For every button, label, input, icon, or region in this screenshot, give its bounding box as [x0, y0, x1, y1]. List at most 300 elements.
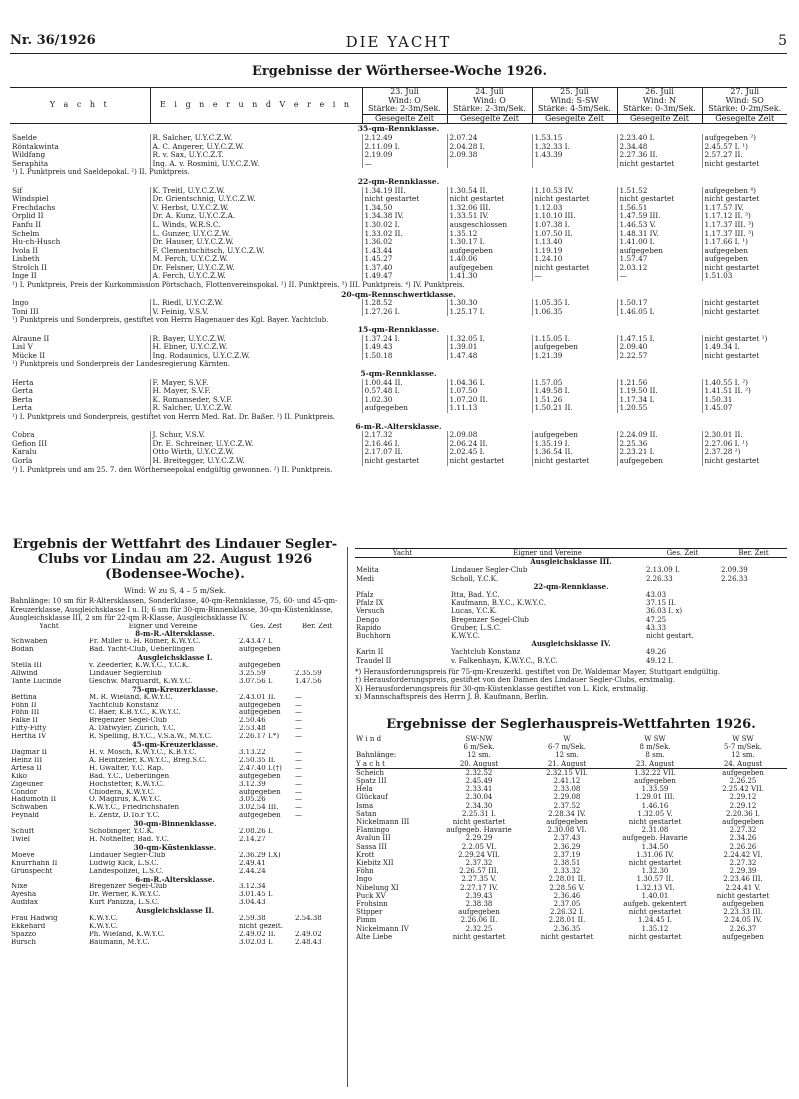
race-time: 1.24.10 [532, 255, 617, 264]
table-row [355, 843, 787, 851]
footnote: *) Herausforderungspreis für 75-qm-Kreuzerkl. gestiftet von Dr. Waldemar Mayer, Stuttgart endgültig. [355, 667, 721, 676]
yacht-name: Pfalz [356, 591, 374, 600]
owner-club: Ph. Wieland, K.W.Y.C. [89, 930, 165, 938]
race-time: 2.24.42 VI. [723, 850, 763, 859]
row-label [355, 743, 435, 751]
race-time: 2.09.38 [447, 151, 532, 160]
table-row [10, 352, 787, 361]
woerthersee-table [10, 87, 787, 474]
race-time: nicht gestartet [716, 891, 770, 900]
day-strength: Stärke: 2-3m/Sek. [362, 105, 447, 114]
race-time: nicht gestartet [452, 932, 506, 941]
table-row [10, 812, 340, 820]
sailed-time: 2.13.09 I. [646, 566, 680, 575]
yacht-name: Nickelmann IV [356, 924, 409, 933]
table-row [355, 632, 787, 640]
sailed-time: 3.13.22 [239, 749, 266, 756]
lindau-table [10, 623, 340, 947]
sailed-time: 3.25.59 [239, 669, 266, 677]
class-title: 22-qm-Rennklasse. [357, 176, 440, 186]
day-wind: SW-NW [465, 735, 493, 743]
yacht-name: Feynald [11, 812, 39, 820]
owner-club: F. Mayer, S.V.F. [150, 379, 362, 388]
yacht-name: Moeve [11, 851, 35, 859]
table-row [10, 448, 787, 457]
footnote [10, 281, 787, 290]
yacht-name: Hadumoth II [11, 796, 57, 804]
race-time: 1.34.50 [641, 842, 669, 851]
day-date: 21. August [523, 760, 611, 769]
yacht-name: Ingo [12, 299, 29, 308]
table-row [355, 793, 787, 801]
class-heading [355, 558, 787, 567]
race-time: aufgegeben [447, 264, 532, 273]
page-number: 5 [778, 33, 787, 49]
owner-club: M. Ferch, U.Y.C.Z.W. [150, 255, 362, 264]
race-time: 1.51.52 [617, 187, 702, 196]
race-time: 2.30.08 VI. [547, 826, 587, 835]
col-header: Ges. Zeit [250, 622, 282, 630]
race-time: 1.21.56 [617, 379, 702, 388]
day-wind: W [563, 735, 571, 743]
yacht-name: Alraune II [12, 334, 50, 343]
table-row [10, 939, 340, 947]
yacht-name: Satan [356, 809, 377, 818]
corrected-time: — [295, 764, 302, 772]
table-row [10, 670, 340, 678]
day-sub: Gesegelte Zeit [447, 114, 532, 124]
race-time: 2.30.04 [465, 793, 493, 802]
race-time: — [362, 160, 447, 169]
sailed-time: 43.33 [646, 623, 667, 632]
footnote [10, 360, 787, 369]
day-date: 23. Juli [362, 88, 447, 97]
race-time: 2.12.49 [362, 134, 447, 143]
lindau-cont-table [355, 548, 787, 665]
table-row [10, 195, 787, 204]
corrected-time [294, 638, 340, 646]
table-row [355, 648, 787, 656]
race-time: 1.00.44 II. [362, 379, 447, 388]
yacht-name: Schuft [11, 828, 35, 836]
table-row [10, 143, 787, 152]
race-time: 1.17.34 I. [617, 396, 702, 405]
col-header: Eigner und Vereine [450, 549, 645, 558]
yacht-name: Zigeuner [11, 780, 44, 788]
owner-club: v. Falkenhayn, K.W.Y.C., B.Y.C. [451, 656, 558, 665]
lindau-bahnlaenge: Bahnlänge: 10 sm für R-Altersklassen, Sonderklasse, 40-qm-Rennklasse, 75, 60- und 45-qm-Kreuzerklasse, Ausgleichsklasse I u. II; 6 sm für 30-qm-Binnenklasse, 30-qm-Küstenklasse, Ausgleichsklasse III, 2 sm für 22-qm R-Klasse, Ausgleichsklasse IV. [10, 597, 338, 622]
table-row [10, 860, 340, 868]
class-heading [10, 907, 340, 915]
class-title: 15-qm-Rennklasse. [357, 325, 440, 335]
owner-club: L. Riedl, U.Y.C.Z.W. [150, 299, 362, 308]
corrected-time: 2.35.59 [295, 669, 322, 677]
table-row [355, 575, 787, 583]
yacht-name: Kiebitz XII [356, 859, 394, 868]
owner-club: H. Mayer, S.V.F. [150, 387, 362, 396]
corrected-time: — [295, 733, 302, 741]
class-title: 6-m-R.-Altersklasse. [355, 421, 442, 431]
owner-club: Hochstetter, K.W.Y.C. [89, 780, 165, 788]
yacht-name: Schelm [12, 229, 40, 238]
owner-club: E. Zentz, D.To.r Y.C. [89, 812, 160, 820]
table-row [10, 868, 340, 876]
table-row [355, 624, 787, 632]
yacht-name: Lerta [12, 404, 32, 413]
race-time: 2.57.27 II. [702, 151, 787, 160]
race-time: nicht gestartet [532, 264, 617, 273]
race-time: 2.34.48 [617, 143, 702, 152]
race-time: aufgeb. gekentert [623, 900, 687, 909]
sailed-time: 2.53.48 [239, 725, 266, 733]
race-time: aufgegeben ²) [702, 134, 787, 143]
corrected-time: 2.09.39 [721, 566, 748, 575]
race-time: 1.49.34 I. [702, 343, 787, 352]
yacht-name: Rapido [356, 623, 382, 632]
yacht-name: Glückauf [356, 793, 388, 802]
race-time: 2.26.26 [729, 842, 757, 851]
race-time: 2.25.31 I. [462, 809, 496, 818]
race-time: 1.19.19 [532, 247, 617, 256]
race-time: 1.50.17 [617, 299, 702, 308]
header-row [355, 751, 787, 759]
race-time: 1.17.37 III. ³) [702, 230, 787, 239]
yacht-name: Herta [12, 378, 34, 387]
race-time: 2.17.32 [362, 431, 447, 440]
yacht-name: Cobra [12, 431, 35, 440]
table-row [10, 638, 340, 646]
race-time: 1.39.01 [447, 343, 532, 352]
table-row [355, 607, 787, 615]
corrected-time: — [295, 717, 302, 725]
table-row [10, 836, 340, 844]
race-time: 1.34.19 III. [362, 187, 447, 196]
race-time: 2.23.21 I. [617, 448, 702, 457]
race-time: aufgegeben [702, 255, 787, 264]
yacht-name: Kiko [11, 772, 27, 780]
race-time: 1.57.47 [617, 255, 702, 264]
race-time: 1.10.53 IV. [532, 187, 617, 196]
race-time: 1.41.51 II. ²) [702, 387, 787, 396]
table-row [10, 247, 787, 256]
day-strength: 8 m/Sek. [639, 743, 671, 752]
owner-club: F. Clementschitsch, U.Y.C.Z.W. [150, 247, 362, 256]
section-footnote: ¹) I. Punktpreis und Sonderpreis, gestiftet von Herrn Med. Rat. Dr. Baßer. ²) II. Punktpreis. [12, 412, 336, 421]
day-wind: Wind: N [617, 97, 702, 106]
yacht-name: Windspiel [12, 195, 49, 204]
owner-club: A. Dätwyler, Zürich, Y.C. [89, 725, 176, 733]
table-row [10, 379, 787, 388]
race-time: aufgegeben [532, 431, 617, 440]
owner-club: Chiodera, K.W.Y.C. [89, 788, 155, 796]
yacht-name: Ingo [356, 875, 372, 884]
header-row [355, 760, 787, 769]
yacht-name: Nibelung XI [356, 883, 399, 892]
race-time: 2.29.12 [729, 801, 757, 810]
race-time: 1.37.40 [362, 264, 447, 273]
sailed-time: aufgegeben [239, 701, 281, 709]
race-time: 2.26.25 [729, 777, 757, 786]
race-time: nicht gestartet [702, 160, 787, 169]
table-row [355, 892, 787, 900]
yacht-name: Röntakwinta [12, 142, 59, 151]
race-time: 1.32.13 VI. [635, 883, 675, 892]
footnote: X) Herausforderungspreis für 30-qm-Küstenklasse gestiftet von L. Kick, erstmalig. [355, 684, 649, 693]
race-time: 2.28.34 IV. [548, 809, 586, 818]
race-time: 1.35.19 I. [532, 440, 617, 449]
sailed-time: 36.03 I. x) [646, 607, 683, 616]
col-header: Yacht [355, 549, 450, 558]
race-time: nicht gestartet [540, 932, 594, 941]
yacht-name: Medi [356, 574, 375, 583]
row-label: W i n d [356, 735, 382, 743]
yacht-name: Föhn [356, 867, 374, 876]
race-time: 1.36.54 II. [532, 448, 617, 457]
race-time: 2.38.51 [553, 859, 581, 868]
corrected-time [294, 852, 340, 860]
owner-club: R. Bayer, U.Y.C.Z.W. [150, 335, 362, 344]
header-row [10, 623, 340, 631]
table-row [355, 859, 787, 867]
corrected-time [720, 616, 787, 624]
table-row [10, 160, 787, 169]
race-time: 1.17.66 I. ¹) [702, 238, 787, 247]
yacht-name: Allwind [11, 669, 38, 677]
race-time: 1.17.37 III. ³) [702, 221, 787, 230]
race-time: 1.13.40 [532, 238, 617, 247]
sailed-time: nicht gestart. [646, 632, 694, 641]
yacht-name: Condor [11, 788, 38, 796]
table-row [355, 810, 787, 818]
yacht-name: Spazzo [11, 930, 37, 938]
race-time: 2.19.09 [362, 151, 447, 160]
table-row [355, 785, 787, 793]
corrected-time [720, 648, 787, 656]
corrected-time [294, 646, 340, 654]
race-time: 1.36.02 [362, 238, 447, 247]
race-time: 1.46.53 V. [617, 221, 702, 230]
owner-club: H. Gwalter, Y.C. Rap. [89, 764, 164, 772]
table-row [355, 657, 787, 665]
class-heading [10, 741, 340, 749]
table-row [355, 908, 787, 916]
day-wind: W SW [732, 735, 754, 743]
yacht-name: Schwaben [11, 804, 48, 812]
table-row [355, 916, 787, 924]
yacht-name: Föhn III [11, 709, 40, 717]
race-time: 2.27.32 [729, 859, 757, 868]
corrected-time [720, 599, 787, 607]
sailed-time: 2.49.02 II. [239, 930, 276, 938]
race-time: 2.29.08 [553, 793, 581, 802]
corrected-time: — [295, 709, 302, 717]
yacht-name: Bettina [11, 693, 37, 701]
corrected-time: 2.54.38 [295, 915, 322, 923]
race-time: 1.32.30 [641, 867, 669, 876]
lindau-title: Ergebnis der Wettfahrt des Lindauer Segler-Clubs vor Lindau am 22. August 1926 (Bodensee-Woche). [12, 537, 338, 582]
race-time: 2.33.08 [553, 785, 581, 794]
race-time: 1.43.44 [362, 247, 447, 256]
race-time: 1.34.38 IV. [362, 212, 447, 221]
race-time: ausgeschlossen [447, 221, 532, 230]
table-row [355, 867, 787, 875]
yacht-name: Toni III [12, 307, 39, 316]
owner-club: Fr. Miller u. H. Römer, K.W.Y.C. [89, 638, 201, 646]
race-time: nicht gestartet [628, 859, 682, 868]
class-title: 20-qm-Rennschwertklasse. [341, 289, 456, 299]
race-time: 2.28.56 V. [549, 883, 585, 892]
owner-club: Lindauer Seglerclub [89, 669, 162, 677]
owner-club: Geschw. Marquardt, K.W.Y.C. [89, 677, 193, 685]
day-date: 24. August [699, 760, 787, 769]
race-time: 2.26.32 I. [550, 908, 584, 917]
yacht-name: Versuch [356, 607, 385, 616]
race-time: aufgegeben [458, 908, 500, 917]
table-row [355, 834, 787, 842]
table-row [10, 899, 340, 907]
table-row [355, 616, 787, 624]
class-heading [10, 124, 787, 134]
owner-club: J. Schur, V.S.V. [150, 431, 362, 440]
corrected-time: — [295, 756, 302, 764]
class-title: 75-qm-Kreuzerklasse. [131, 685, 219, 694]
sailed-time: aufgegeben [239, 812, 281, 820]
table-row [10, 662, 340, 670]
table-row [10, 396, 787, 405]
yacht-name: Seraphita [12, 159, 49, 168]
race-time: 2.36.46 [553, 891, 581, 900]
sailed-time: 2.43.01 II. [239, 693, 276, 701]
table-row [10, 828, 340, 836]
class-heading [355, 583, 787, 591]
yacht-name: Artesa II [11, 764, 42, 772]
race-time: nicht gestartet [617, 160, 702, 169]
table-row [355, 925, 787, 933]
owner-club: Bregenzer Segel-Club [89, 883, 167, 891]
corrected-time [720, 591, 787, 599]
yacht-name: Berta [12, 395, 33, 404]
yacht-name: Isma [356, 801, 374, 810]
race-time: aufgegeben [702, 247, 787, 256]
owner-club: V. Herbst, U.Y.C.Z.W. [150, 204, 362, 213]
yacht-name: Lisbeth [12, 255, 40, 264]
yacht-name: Alte Liebe [356, 932, 393, 941]
sailed-time: 2.36.29 I.X) [239, 851, 281, 859]
yacht-name: Audifax [11, 899, 38, 907]
race-time: 1.07.50 II. [532, 230, 617, 239]
sailed-time: 3.05.26 [239, 796, 266, 804]
owner-club: R. Salcher, U.Y.C.Z.W. [150, 404, 362, 413]
yacht-name: Spatz III [356, 777, 387, 786]
yacht-name: Flamingo [356, 826, 390, 835]
yacht-name: Avalun III [356, 834, 391, 843]
race-time: 1.30.57 II. [636, 875, 674, 884]
table-row [10, 891, 340, 899]
corrected-time: — [295, 749, 302, 756]
corrected-time [720, 657, 787, 665]
owner-club: V. Feinig, V.S.V. [150, 308, 362, 317]
corrected-time [720, 607, 787, 615]
race-time: 1.30.17 I. [447, 238, 532, 247]
owner-club: O. Magirus, K.W.Y.C. [89, 796, 162, 804]
table-row [10, 387, 787, 396]
section-footnote: ¹) Punktpreis und Sonderpreis, gestiftet von Herrn Hagenauer des Kgl. Bayer. Yachtclub. [12, 316, 329, 325]
table-row [10, 709, 340, 717]
race-time: 2.22.57 [617, 352, 702, 361]
race-time: nicht gestartet [702, 457, 787, 466]
owner-club: H. v. Mosch, K.W.Y.C., K.B.Y.C. [89, 749, 197, 756]
sailed-time: 2.50.46 [239, 717, 266, 725]
yacht-name: Gerta [12, 387, 33, 396]
race-time: 2.27.36 II. [617, 151, 702, 160]
corrected-time: 2.48.43 [295, 938, 322, 946]
race-time: 1.07.50 [447, 387, 532, 396]
yacht-name: Gorla [12, 456, 33, 465]
yacht-name: Scheich [356, 768, 385, 777]
yacht-name: Heinz III [11, 756, 43, 764]
table-row [10, 646, 340, 654]
owner-club: Scholl, Y.C.K. [451, 574, 499, 583]
table-row [10, 931, 340, 939]
race-time: 1.07.20 II. [447, 396, 532, 405]
race-time: 1.41.30 [447, 272, 532, 281]
footnote [10, 413, 787, 422]
race-time: 1.32.06 III. [447, 204, 532, 213]
race-time: 2.02.45 I. [447, 448, 532, 457]
corrected-time: 2.49.02 [295, 930, 322, 938]
footnote: †) Herausforderungspreis, gestiftet von den Damen des Lindauer Segler-Clubs, erstmalig. [355, 676, 675, 685]
race-time: 1.30.02 I. [362, 221, 447, 230]
sailed-time: 2.47.40 I.(†) [239, 764, 282, 772]
class-heading [10, 654, 340, 662]
table-row [10, 255, 787, 264]
class-heading [10, 820, 340, 828]
owner-club: A. C. Angerer, U.Y.C.Z.W. [150, 143, 362, 152]
class-title: 8-m-R.-Altersklasse. [135, 630, 215, 639]
table-row [10, 749, 340, 757]
sailed-time: 3.01.45 I. [239, 891, 273, 899]
owner-club: Baumann, M.Y.C. [89, 938, 150, 946]
col-header: Ber. Zeit [720, 549, 787, 558]
race-time: 2.34.30 [465, 801, 493, 810]
corrected-time: — [295, 804, 302, 812]
yacht-name: Ayesha [11, 891, 37, 899]
class-heading [355, 640, 787, 648]
owner-club: Dr. Werner, K.W.Y.C. [89, 891, 161, 899]
class-heading [10, 177, 787, 187]
sailed-time: 49.12 I. [646, 656, 674, 665]
table-row [10, 335, 787, 344]
sailed-time: 2.44.24 [239, 867, 266, 875]
race-time: 2.27.35 V. [461, 875, 497, 884]
corrected-time: — [295, 701, 302, 709]
owner-club: Lucas, Y.C.K. [451, 607, 498, 616]
corrected-time [294, 860, 340, 868]
race-time: 2.07.24 [447, 134, 532, 143]
section-footnote: ¹) I. Punktpreis und Saeldepokal. ²) II. Punktpreis. [12, 168, 190, 177]
race-time: 1.29.01 III. [635, 793, 675, 802]
race-time: 2.23.40 I. [617, 134, 702, 143]
sailed-time: 43.03 [646, 591, 667, 600]
day-strength: 6-7 m/Sek. [548, 743, 586, 752]
table-row [10, 134, 787, 143]
yacht-name: Strolch II [12, 263, 48, 272]
race-time: 2.32.25 [465, 924, 493, 933]
col-header: Ges. Zeit [645, 549, 720, 558]
race-time: 2.16.46 I. [362, 440, 447, 449]
race-time: 2.27.32 [729, 826, 757, 835]
class-title: 35-qm-Rennklasse. [357, 124, 440, 134]
